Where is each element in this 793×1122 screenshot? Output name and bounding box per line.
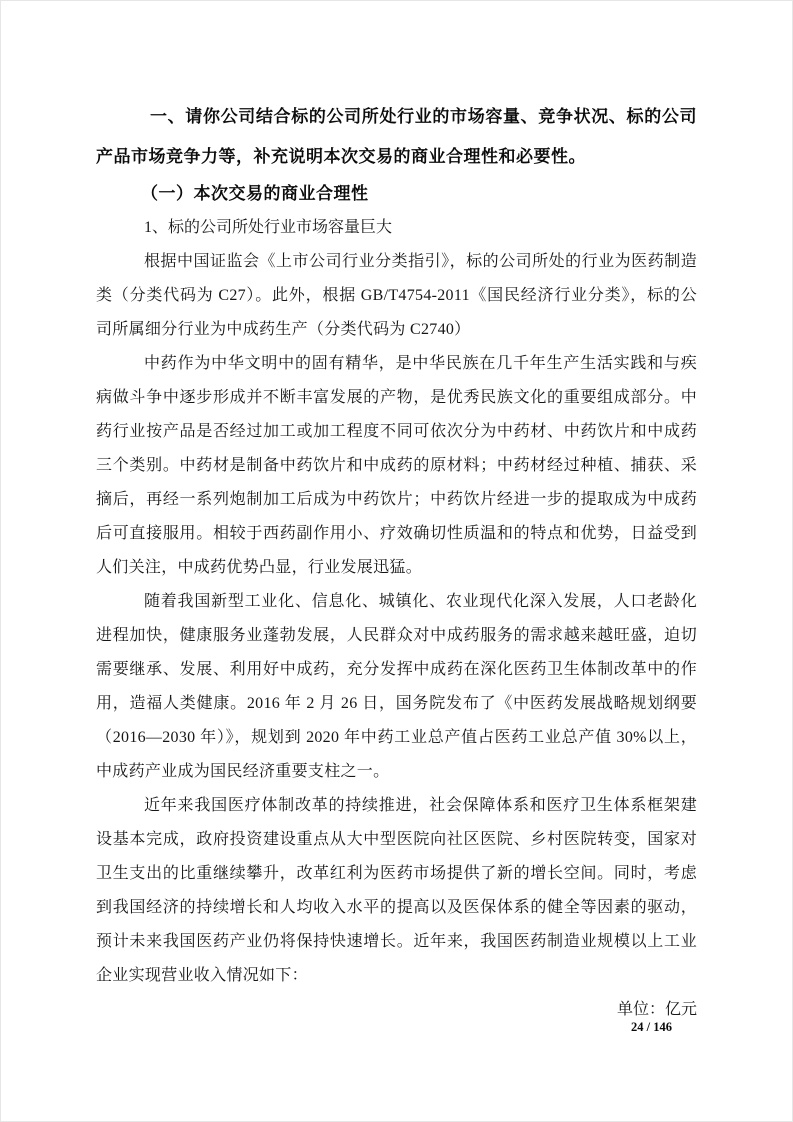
page-number: 24 / 146 — [631, 1020, 672, 1034]
paragraph-tcm-overview: 中药作为中华文明中的固有精华，是中华民族在几千年生产生活实践和与疾病做斗争中逐步形成并不断丰富发展的产物，是优秀民族文化的重要组成部分。中药行业按产品是否经过加工或加工程度不同可依次分为中药材、中药饮片和中成药三个类别。中药材是制备中药饮片和中成药的原材料；中药材经过种植、捕获、采摘后，再经一系列炮制加工后成为中药饮片；中药饮片经进一步的提取成为中成药后可直接服用。相较于西药副作用小、疗效确切性质温和的特点和优势，日益受到人们关注，中成药优势凸显，行业发展迅猛。 — [96, 355, 697, 576]
unit-label: 单位：亿元 — [616, 1001, 697, 1018]
section-heading: 一、请你公司结合标的公司所处行业的市场容量、竞争状况、标的公司产品市场竞争力等，补充说明本次交易的商业合理性和必要性。 — [96, 107, 697, 166]
paragraph-industry-classification: 根据中国证监会《上市公司行业分类指引》，标的公司所处的行业为医药制造类（分类代码为 C27）。此外，根据 GB/T4754-2011《国民经济行业分类》，标的公司所属细分行业为中成药生产（分类代码为 C2740） — [96, 253, 697, 338]
paragraph-policy-plan: 随着我国新型工业化、信息化、城镇化、农业现代化深入发展，人口老龄化进程加快，健康服务业蓬勃发展，人民群众对中成药服务的需求越来越旺盛，迫切需要继承、发展、利用好中成药，充分发挥中成药在深化医药卫生体制改革中的作用，造福人类健康。2016 年 2 月 26 日，国务院发布了《中医药发展战略规划纲要（2016—2030 年）》，规划到 2020 年中药工业总产值占医药工业总产值 30%以上，中成药产业成为国民经济重要支柱之一。 — [96, 593, 697, 780]
point-heading: 1、标的公司所处行业市场容量巨大 — [144, 219, 393, 236]
subsection-heading: （一）本次交易的商业合理性 — [141, 184, 369, 203]
paragraph-healthcare-reform: 近年来我国医疗体制改革的持续推进，社会保障体系和医疗卫生体系框架建设基本完成，政府投资建设重点从大中型医院向社区医院、乡村医院转变，国家对卫生支出的比重继续攀升，改革红利为医药市场提供了新的增长空间。同时，考虑到我国经济的持续增长和人均收入水平的提高以及医保体系的健全等因素的驱动，预计未来我国医药产业仍将保持快速增长。近年来，我国医药制造业规模以上工业企业实现营业收入情况如下： — [96, 797, 697, 984]
